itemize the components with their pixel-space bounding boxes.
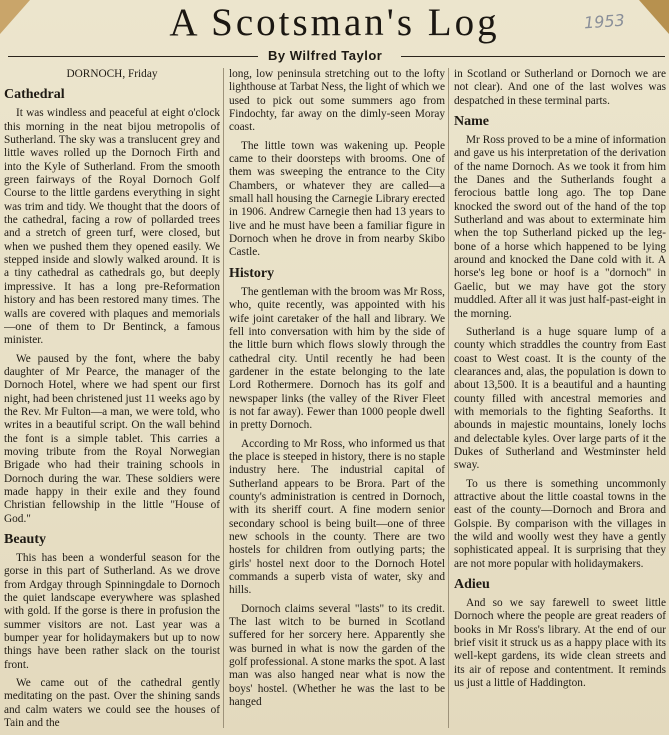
section-heading-beauty: Beauty [4,532,46,547]
paragraph: The little town was wakening up. People came to their doorsteps with brooms. One of them was sweeping the entrance to the City Chambers, or whatever they are called—a small hall housing the Carnegie Library erected in 1906. Andrew Carnegie then had 13 years to live and he must have been a familiar figure in Dornoch when he drove in from nearby Skibo Castle. [229,139,445,259]
paragraph: The gentleman with the broom was Mr Ross, who, quite recently, was appointed with his wife joint caretaker of the hall and library. We fell into conversation with him by the side of the little burn which flows slowly through the cathedral city. Until recently he had been gardener in the estate belonging to the late Lord Rothermere. Dornoch has its golf and newspaper links (the valley of the River Fleet is not far away). Fewer than 1000 people dwell in pretty Dornoch. [229,285,445,432]
paragraph: And so we say farewell to sweet little Dornoch where the people are great readers of books in Mr Ross's library. At the end of our brief visit it struck us as a happy place with its well-kept gardens, its wide clean streets and its air of repose and contentment. It reminds us just a little of Haddington. [454,597,666,690]
byline-row [8,48,665,64]
headline: A Scotsman's Log [169,1,500,44]
dateline: DORNOCH, Friday [66,68,158,80]
paragraph: Sutherland is a huge square lump of a county which straddles the country from East coast to West coast. It is the county of the clearances and, alas, the population is down to about 13,500. It is a beautiful and a haunting county filled with ancestral memories and with memorials to the fighting Seaforths. It abounds in majestic mountains, lonely lochs and delectable kyles. Over large parts of it the Dukes of Sutherland and Westminster held sway. [454,325,666,472]
paragraph: in Scotland or Sutherland or Dornoch we are not clear). And one of the last wolves was despatched in these terminal parts. [454,68,666,107]
column-2 [229,68,445,732]
handwritten-year-note: 1953 [583,10,626,33]
section-heading-name: Name [454,114,489,130]
paragraph: Mr Ross proved to be a mine of information and gave us his interpretation of the derivation of the name Dornoch. As we took it from him the Danes and the Sutherlands fought a ferocious battle long ago. The top Dane knocked the sword out of the hand of the top Sutherland and was about to exterminate him when the top Sutherland picked up the leg-bone of a horse which happened to be lying around and knocked the Dane cold with it. A horse's leg bone or hoof is a "dornoch" in Gaelic, but we may have got the story muddled. After all it was just half-past-eight in the morning. [454,134,666,320]
paragraph: long, low peninsula stretching out to the lofty lighthouse at Tarbat Ness, the light of which we used to pick out some summers ago from Findochty, far away on the dimly-seen Moray coast. [229,68,445,134]
column-3 [454,68,666,732]
column-1 [4,68,220,732]
column-divider [448,68,449,728]
column-divider [223,68,224,728]
paragraph: According to Mr Ross, who informed us that the place is steeped in history, there is no staple industry here. The industrial capital of Sutherland appears to be Brora. Part of the county's administration is centred in Dornoch, with its sheriff court. A fine modern senior secondary school is being built—one of three new schools in the county. There are two hostels for children from outlying parts; the girls' hostel next door to the Dornoch Hotel commands a superb vista of water, sky and hills. [229,437,445,597]
paragraph: To us there is something uncommonly attractive about the little coastal towns in the east of the county—Dornoch and Brora and Golspie. By comparison with the villages in the wild and woolly west they have a gently sophisticated appeal. It is surprising that they are not more popular with holidaymakers. [454,477,666,570]
byline-rule-left [8,56,258,57]
paragraph: We paused by the font, where the baby daughter of Mr Pearce, the manager of the Dornoch Hotel, where we had spent our first night, had been christened just 11 weeks ago by the Rev. Mr Fulton—a man, we were told, who writes in a beautiful script. On the wall behind the font is a simple tablet. This carries a moving tribute from the Royal Norwegian Brigade who had their training schools in Dornoch during the war. These soldiers were made happy in their exile and they found Christian fellowship in the little "House of God." [4,352,220,525]
byline-rule-right [401,56,665,57]
paragraph: We came out of the cathedral gently meditating on the past. Over the shining sands and calm waters we could see the houses of Tain and the [4,677,220,730]
section-heading-history: History [229,265,275,281]
paragraph: This has been a wonderful season for the gorse in this part of Sutherland. As we drove from Ardgay through Spinningdale to Dornoch the quiet landscape everywhere was splashed with gold. If the gorse is there in profusion the summer visitors are not. Last year was a bumper year for holidaymakers but up to now things have been rather slack on the tourist front. [4,552,220,671]
paragraph: It was windless and peaceful at eight o'clock this morning in the neat bijou metropolis of Sutherland. The sky was a translucent grey and little waves rolled up the Dornoch Firth and into the Kyle of Sutherland. From the smooth green fairways of the Royal Dornoch Golf Course to the little gardens everything in sight was trim and tidy. We thought that the doors of the cathedral, facing a row of pollarded trees and a stretch of green turf, were closed, but when we pushed them they opened easily. We stepped inside and slowly walked around. It is a tiny cathedral as cathedrals go, but deeply impressive. It has a long pre-Reformation history and has been restored many times. The walls are covered with plaques and memorials—one of them to Dr Bentinck, a famous minister. [4,107,220,347]
section-heading-cathedral: Cathedral [4,87,65,103]
paragraph: Dornoch claims several "lasts" to its credit. The last witch to be burned in Scotland suffered for her sorcery here. Apparently she was burned in what is now the garden of the golf professional. A stone marks the spot. A last man was also hanged near what is now the boys' hostel. (Whether he was the last to be hanged [229,602,445,709]
section-heading-adieu: Adieu [454,577,490,593]
byline: By Wilfred Taylor [268,48,383,63]
